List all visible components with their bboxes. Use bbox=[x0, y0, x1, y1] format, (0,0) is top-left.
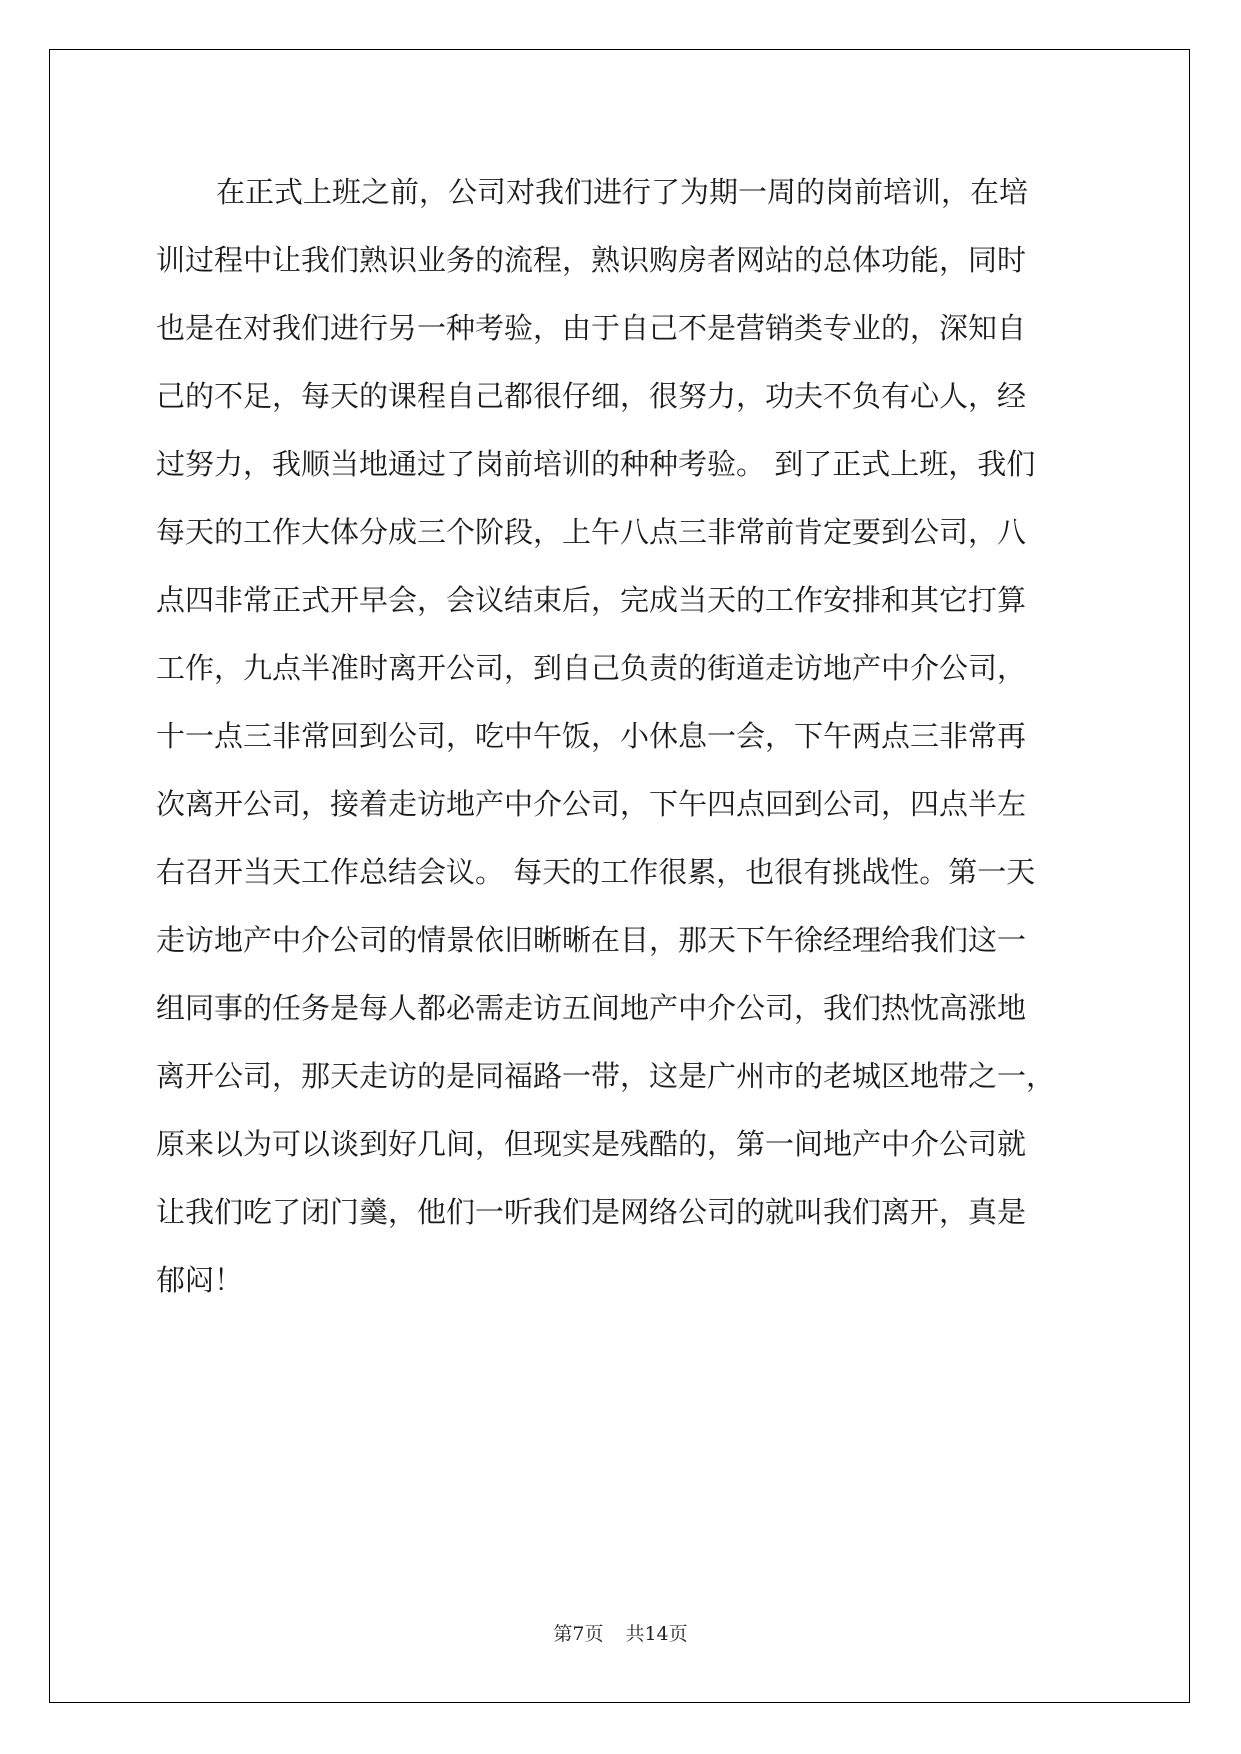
paragraph-line: 走访地产中介公司的情景依旧晰晰在目，那天下午徐经理给我们这一 bbox=[156, 923, 1027, 957]
page-footer bbox=[0, 1622, 1241, 1646]
paragraph-line: 组同事的任务是每人都必需走访五间地产中介公司，我们热忱高涨地 bbox=[156, 991, 1027, 1025]
paragraph-line: 也是在对我们进行另一种考验，由于自己不是营销类专业的，深知自 bbox=[156, 311, 1027, 345]
total-page-count: 共14页 bbox=[625, 1623, 688, 1645]
paragraph-line: 原来以为可以谈到好几间，但现实是残酷的，第一间地产中介公司就 bbox=[156, 1127, 1027, 1161]
paragraph-line: 在正式上班之前，公司对我们进行了为期一周的岗前培训，在培 bbox=[216, 175, 1029, 209]
paragraph-line: 己的不足，每天的课程自己都很仔细，很努力，功夫不负有心人，经 bbox=[156, 379, 1027, 413]
paragraph-line: 右召开当天工作总结会议。 每天的工作很累，也很有挑战性。第一天 bbox=[156, 855, 1036, 889]
paragraph-line: 每天的工作大体分成三个阶段，上午八点三非常前肯定要到公司，八 bbox=[156, 515, 1027, 549]
paragraph-line: 郁闷！ bbox=[156, 1263, 244, 1297]
paragraph-line: 点四非常正式开早会，会议结束后，完成当天的工作安排和其它打算 bbox=[156, 583, 1027, 617]
paragraph-line: 次离开公司，接着走访地产中介公司，下午四点回到公司，四点半左 bbox=[156, 787, 1027, 821]
paragraph-line: 工作，九点半准时离开公司，到自己负责的街道走访地产中介公司， bbox=[156, 651, 1027, 685]
current-page-number: 第7页 bbox=[553, 1623, 604, 1645]
paragraph-line: 过努力，我顺当地通过了岗前培训的种种考验。 到了正式上班，我们 bbox=[156, 447, 1036, 481]
paragraph-line: 十一点三非常回到公司，吃中午饭，小休息一会，下午两点三非常再 bbox=[156, 719, 1027, 753]
paragraph-line: 离开公司，那天走访的是同福路一带，这是广州市的老城区地带之一， bbox=[156, 1059, 1056, 1093]
paragraph-line: 训过程中让我们熟识业务的流程，熟识购房者网站的总体功能，同时 bbox=[156, 243, 1027, 277]
paragraph-line: 让我们吃了闭门羹，他们一听我们是网络公司的就叫我们离开，真是 bbox=[156, 1195, 1027, 1229]
